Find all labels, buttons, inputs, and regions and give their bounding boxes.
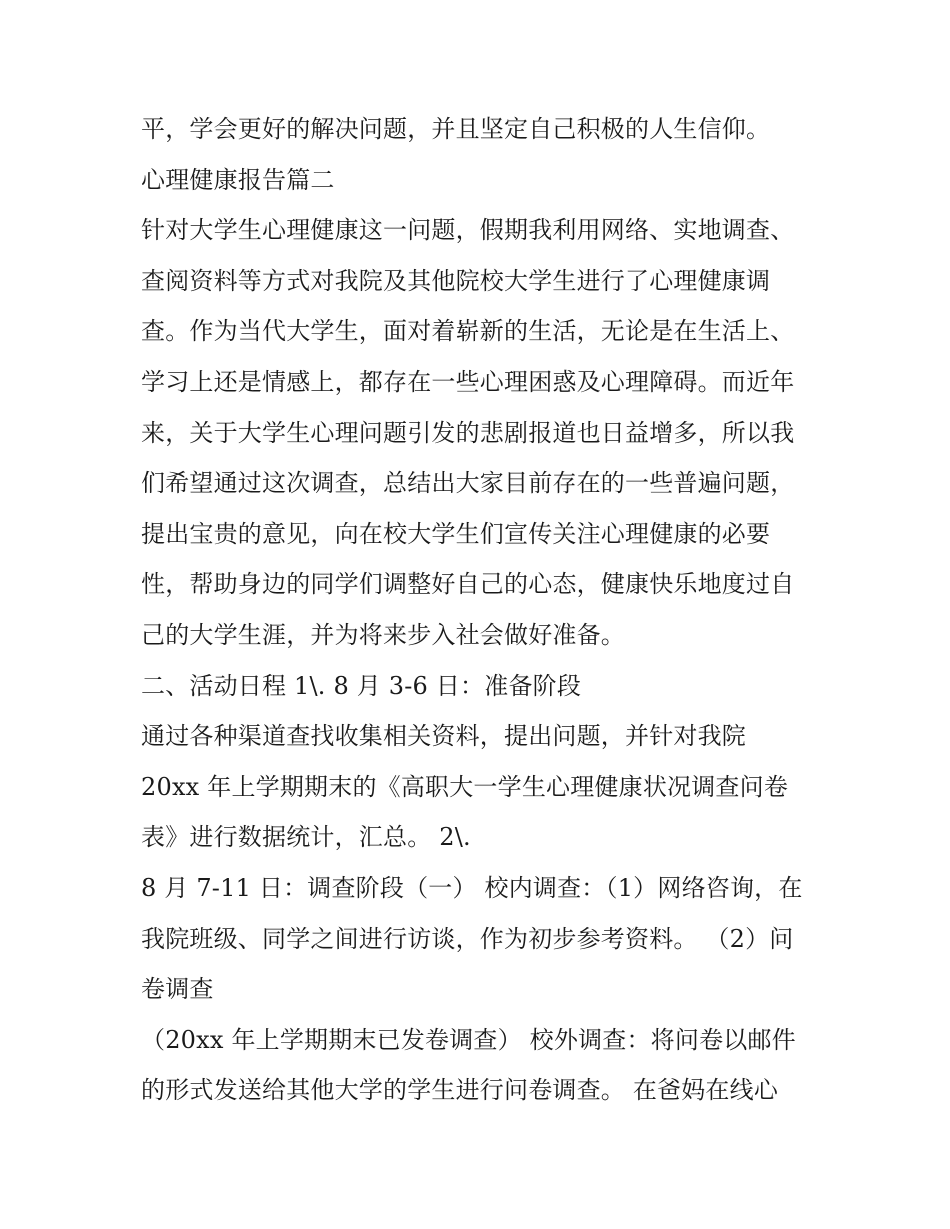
text-line: 8 月 7-11 日：调查阶段（一） 校内调查：（1）网络咨询，在 [141, 873, 803, 902]
text-line: 性，帮助身边的同学们调整好自己的心态，健康快乐地度过自 [141, 570, 795, 599]
text-line: 查阅资料等方式对我院及其他院校大学生进行了心理健康调 [141, 266, 771, 295]
text-line: 们希望通过这次调查，总结出大家目前存在的一些普遍问题， [141, 469, 795, 498]
text-line: 通过各种渠道查找收集相关资料，提出问题，并针对我院 [141, 722, 746, 751]
text-line: 查。作为当代大学生，面对着崭新的生活，无论是在生活上、 [141, 317, 795, 346]
document-body [141, 104, 831, 1116]
text-line: 己的大学生涯，并为将来步入社会做好准备。 [141, 620, 625, 649]
text-line: （20xx 年上学期期末已发卷调查） 校外调查：将问卷以邮件 [141, 1025, 796, 1054]
text-line: 卷调查 [141, 975, 214, 1004]
text-line: 学习上还是情感上，都存在一些心理困惑及心理障碍。而近年 [141, 367, 795, 396]
section-heading: 心理健康报告篇二 [141, 165, 335, 194]
text-line: 提出宝贵的意见，向在校大学生们宣传关注心理健康的必要 [141, 519, 771, 548]
text-line: 针对大学生心理健康这一问题，假期我利用网络、实地调查、 [141, 216, 795, 245]
text-line: 的形式发送给其他大学的学生进行问卷调查。 在爸妈在线心 [141, 1076, 779, 1105]
text-line: 平，学会更好的解决问题，并且坚定自己积极的人生信仰。 [141, 115, 771, 143]
text-line: 20xx 年上学期期末的《高职大一学生心理健康状况调查问卷 [141, 772, 789, 801]
text-line: 表》进行数据统计，汇总。 2\. [141, 823, 471, 852]
text-line: 我院班级、同学之间进行访谈，作为初步参考资料。 （2）问 [141, 924, 794, 953]
schedule-heading: 二、活动日程 1\. 8 月 3-6 日：准备阶段 [141, 671, 582, 700]
text-line: 来，关于大学生心理问题引发的悲剧报道也日益增多，所以我 [141, 418, 795, 447]
